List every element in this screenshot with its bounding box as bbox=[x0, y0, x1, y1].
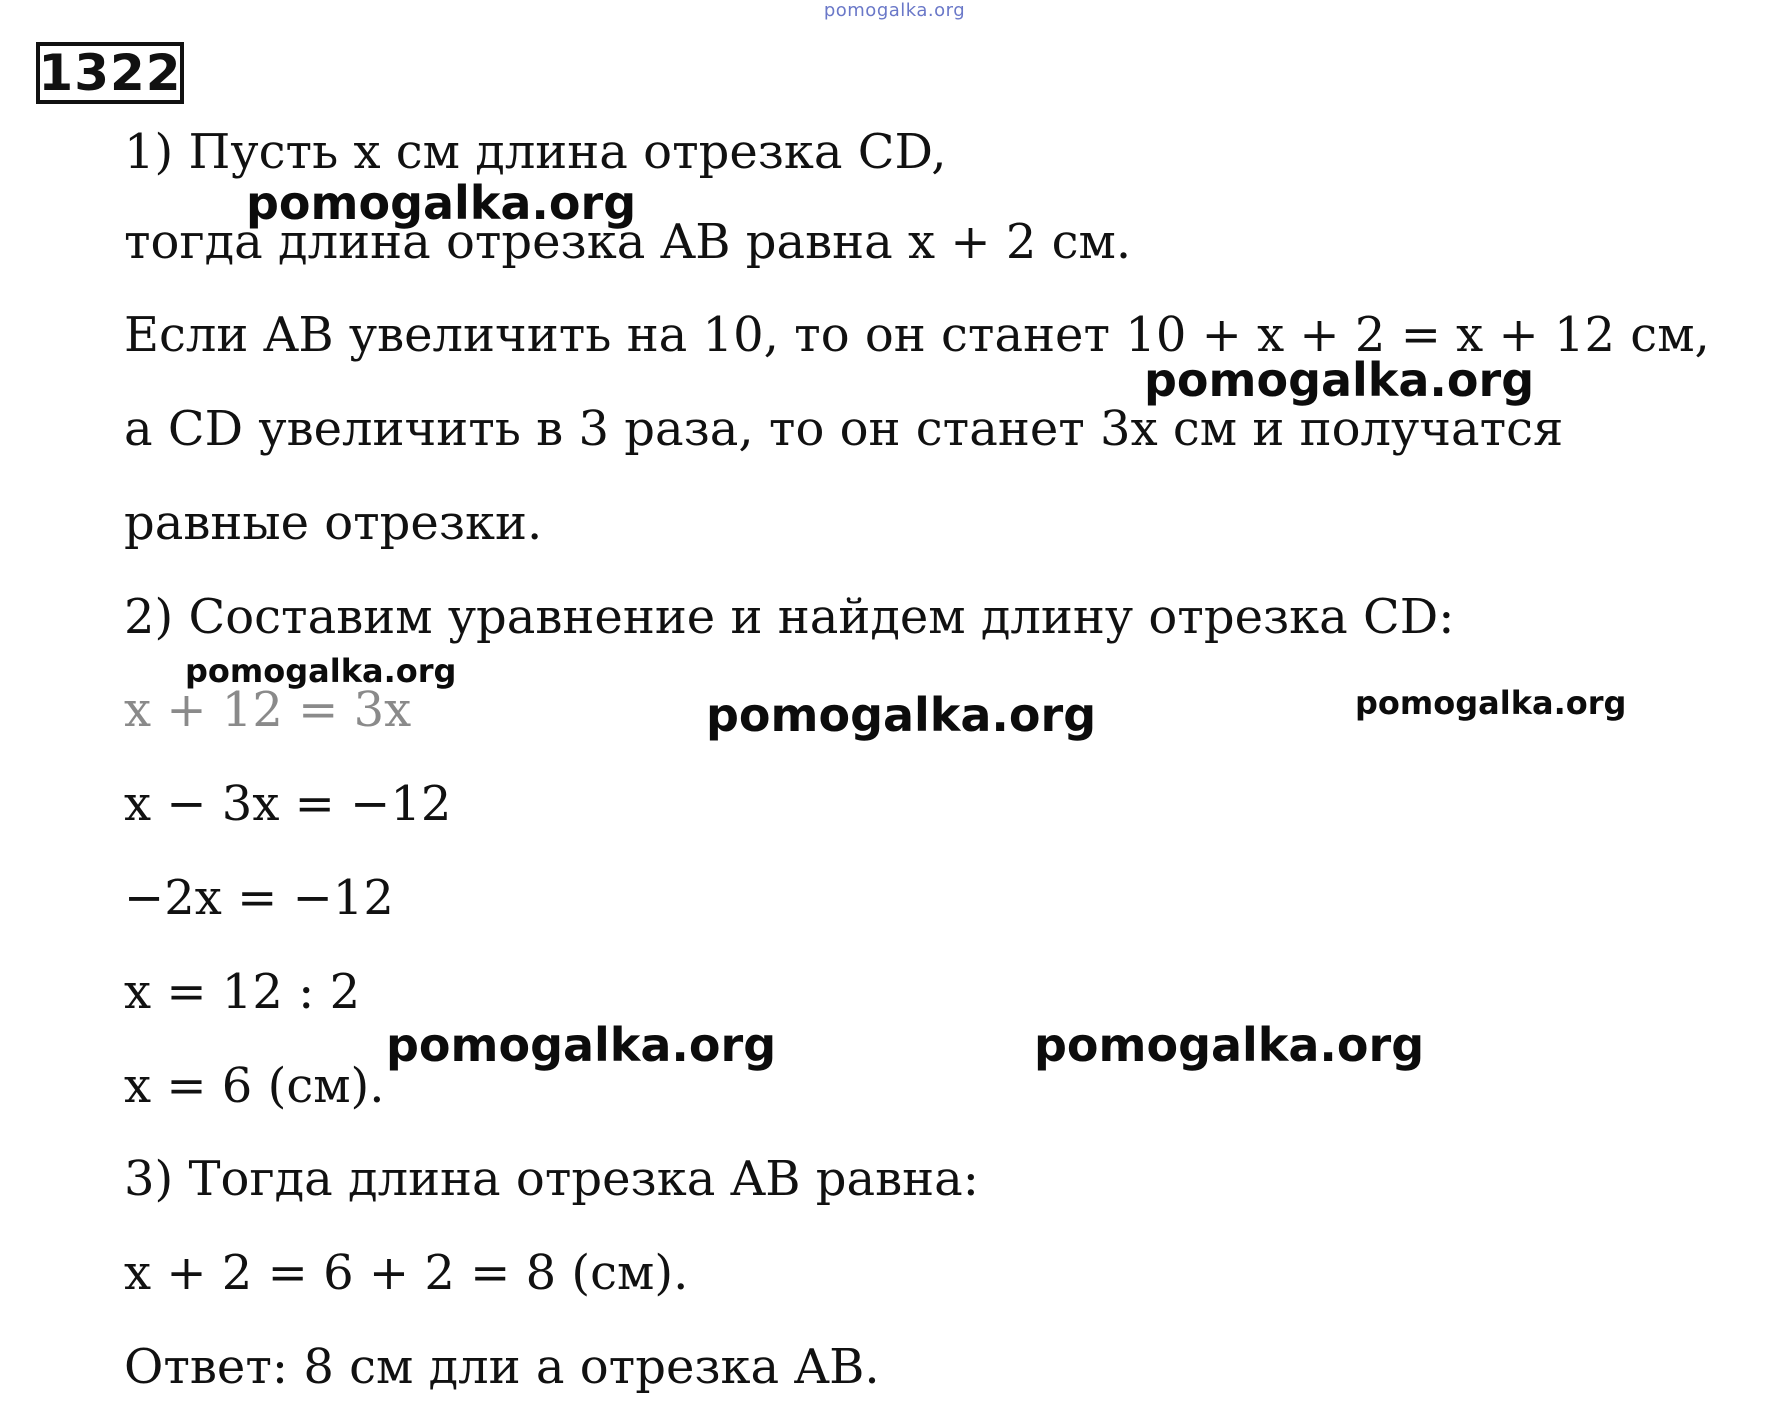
answer-line: Ответ: 8 см дли а отрезка AB. bbox=[124, 1339, 880, 1395]
solution-line-6: 2) Составим уравнение и найдем длину отрезка CD: bbox=[124, 589, 1455, 645]
equation-line-3: −2x = −12 bbox=[124, 870, 394, 926]
solution-line-2: тогда длина отрезка AB равна x + 2 см. bbox=[124, 214, 1132, 270]
watermark: pomogalka.org bbox=[706, 688, 1097, 742]
solution-line-4: а CD увеличить в 3 раза, то он станет 3x см и получатся bbox=[124, 401, 1564, 457]
task-number: 1322 bbox=[38, 44, 182, 102]
site-mark: pomogalka.org bbox=[823, 0, 966, 21]
watermark: pomogalka.org bbox=[1355, 684, 1627, 722]
watermark: pomogalka.org bbox=[1144, 353, 1535, 407]
solution-line-3: Если AB увеличить на 10, то он станет 10 + x + 2 = x + 12 см, bbox=[124, 307, 1710, 363]
equation-line-1: x + 12 = 3x bbox=[124, 682, 412, 738]
watermark: pomogalka.org bbox=[246, 176, 637, 230]
equation-line-2: x − 3x = −12 bbox=[124, 776, 452, 832]
equation-line-6: x + 2 = 6 + 2 = 8 (см). bbox=[124, 1245, 689, 1301]
equation-line-4: x = 12 : 2 bbox=[124, 964, 361, 1020]
watermark: pomogalka.org bbox=[1034, 1018, 1425, 1072]
watermark: pomogalka.org bbox=[185, 652, 457, 690]
solution-line-7: 3) Тогда длина отрезка AB равна: bbox=[124, 1151, 979, 1207]
solution-line-1: 1) Пусть x см длина отрезка CD, bbox=[124, 124, 947, 180]
equation-line-5: x = 6 (см). bbox=[124, 1058, 385, 1114]
solution-line-5: равные отрезки. bbox=[124, 495, 543, 551]
task-number-box bbox=[36, 42, 184, 104]
watermark: pomogalka.org bbox=[386, 1018, 777, 1072]
